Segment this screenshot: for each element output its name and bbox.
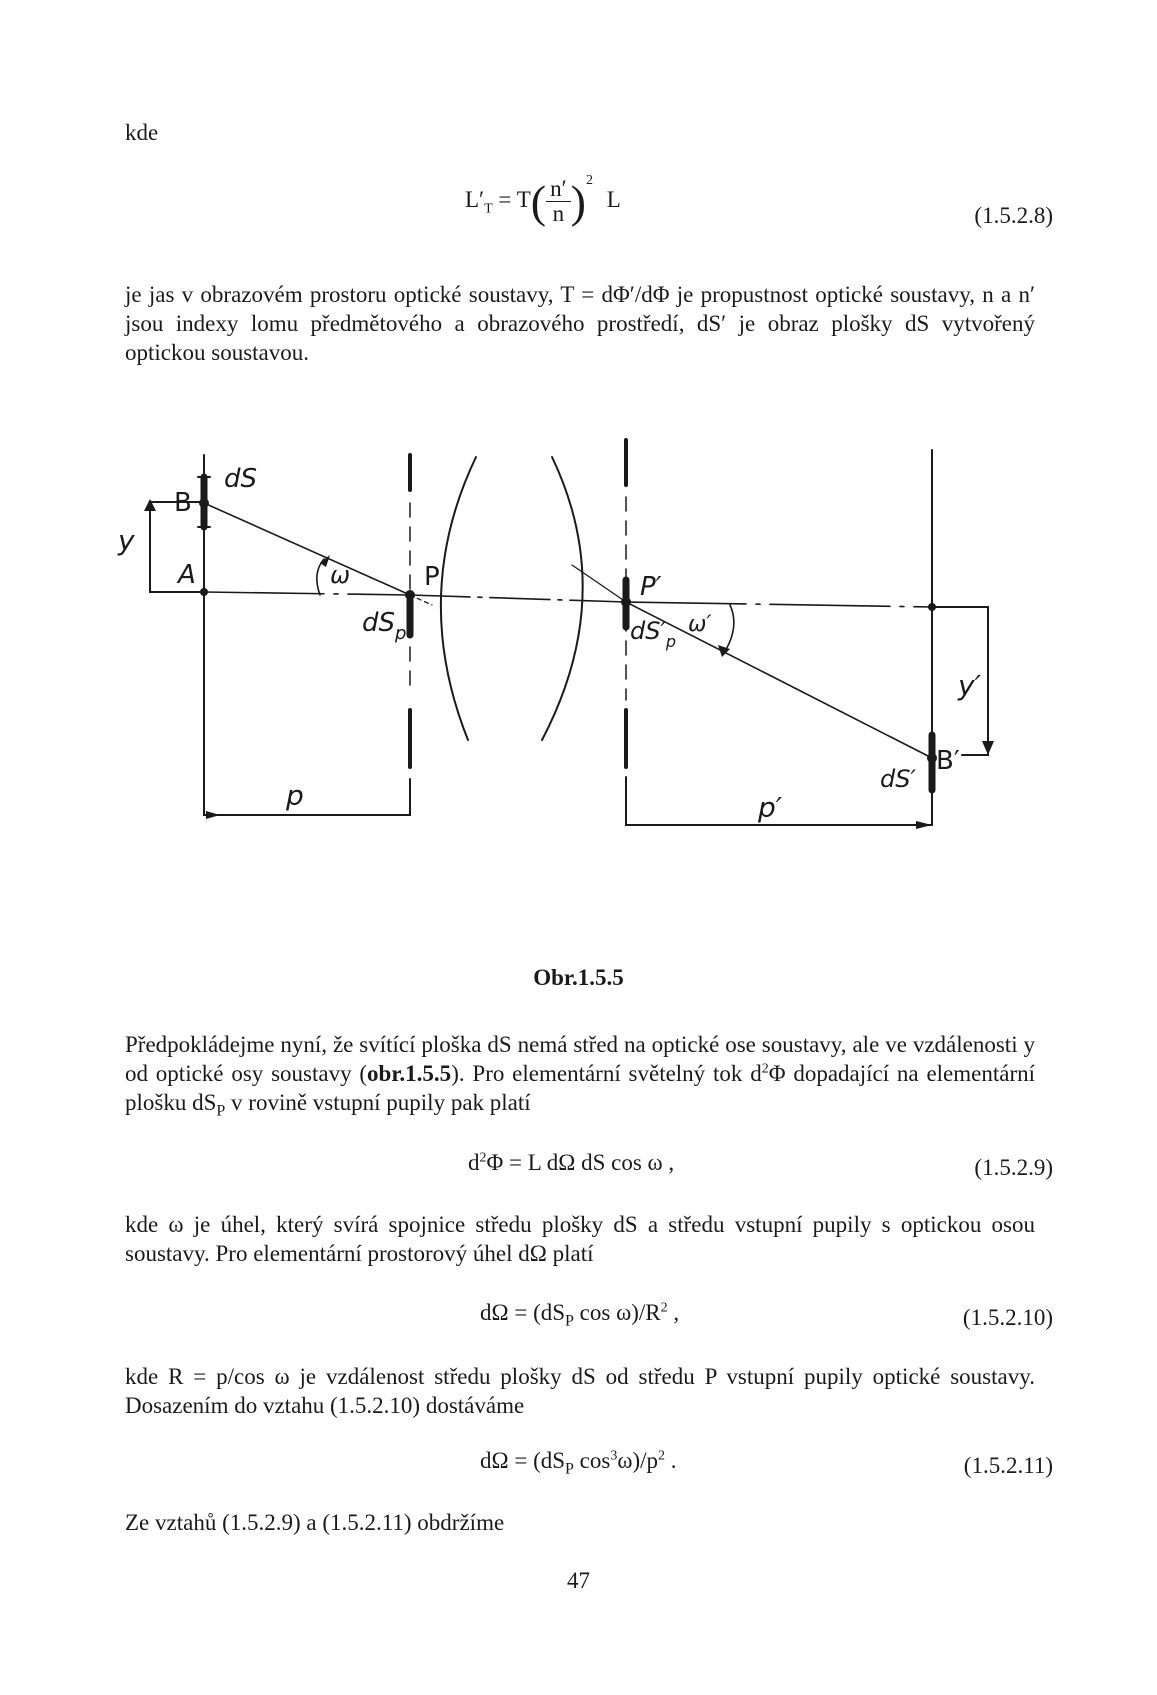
point-A bbox=[200, 588, 208, 596]
point-A-prime bbox=[928, 603, 936, 611]
equation-1-5-2-8 bbox=[465, 175, 621, 228]
label-p-prime: p′ bbox=[758, 791, 783, 824]
chief-ray-image-side bbox=[626, 602, 932, 758]
label-y-prime: y′ bbox=[958, 669, 981, 702]
label-omega-prime: ω′ bbox=[688, 612, 712, 637]
point-B bbox=[199, 498, 209, 508]
p-dimension bbox=[204, 775, 410, 815]
figure-reference: obr.1.5.5 bbox=[367, 1061, 452, 1086]
chief-ray-object-side bbox=[204, 503, 410, 595]
eq-rhs: L bbox=[606, 186, 621, 212]
paragraph-4: kde R = p/cos ω je vzdálenost středu plošky dS od středu P vstupní pupily optické soustavy. Dosazením do vztahu (1.5.2.10) dostáváme bbox=[125, 1364, 1035, 1418]
eq-fraction bbox=[546, 177, 571, 226]
eq-numerator: n′ bbox=[546, 177, 571, 202]
paragraph-3: kde ω je úhel, který svírá spojnice středu plošky dS a středu vstupní pupily s optickou osou soustavy. Pro elementární prostorový úhel dΩ platí bbox=[125, 1212, 1035, 1266]
eq-lhs-sub: T bbox=[484, 201, 493, 217]
equation-number-1-5-2-11: (1.5.2.11) bbox=[963, 1453, 1053, 1478]
label-B-prime: B′ bbox=[936, 746, 960, 776]
point-P bbox=[405, 590, 415, 600]
equation-number-1-5-2-8: (1.5.2.8) bbox=[974, 203, 1053, 228]
lens-left-surface bbox=[441, 457, 476, 740]
omega-prime-arc bbox=[724, 605, 734, 653]
paragraph-2: Předpokládejme nyní, že svítící ploška dS nemá střed na optické ose soustavy, ale ve vzdálenosti y od optické osy soustavy (obr.1.5.5). Pro elementární světelný tok $d^2\Phi$ dopadající na elementární plošku $dS_P$ v rovině vstupní pupily pak platí bbox=[125, 1032, 1036, 1120]
label-P-prime: P′ bbox=[640, 572, 662, 602]
equation-1-5-2-10: $d\Omega = (dS_P$ $\cos \omega)/R^2$ , bbox=[480, 1300, 680, 1330]
paragraph-5: Ze vztahů (1.5.2.9) a (1.5.2.11) obdržíme bbox=[125, 1510, 505, 1535]
label-dS-prime: dS′ bbox=[880, 765, 916, 793]
label-A: A bbox=[178, 560, 196, 590]
label-omega: ω bbox=[330, 561, 351, 589]
equation-number-1-5-2-10: (1.5.2.10) bbox=[962, 1305, 1053, 1330]
eq-equals: = T bbox=[498, 186, 531, 212]
eq-denominator: n bbox=[552, 201, 565, 226]
lens-right-surface bbox=[542, 457, 583, 740]
figure-caption: Obr.1.5.5 bbox=[533, 965, 624, 990]
optical-axis-image bbox=[626, 602, 932, 607]
label-dSp-prime: $dS'_p$ bbox=[630, 617, 677, 651]
page-number: 47 bbox=[567, 1568, 590, 1593]
paragraph-1: je jas v obrazovém prostoru optické soustavy, T = dΦ′/dΦ je propustnost optické soustavy, n a n′ jsou indexy lomu předmětového a obrazového prostředí, dS′ je obraz plošky dS vytvořený optickou soustavou. bbox=[125, 282, 1035, 365]
optical-axis-middle bbox=[410, 595, 626, 602]
eq-lhs: L′ bbox=[465, 186, 485, 212]
label-y: y bbox=[118, 524, 135, 557]
label-p: p bbox=[286, 779, 304, 812]
label-B: B bbox=[174, 488, 192, 518]
right-paren: ) bbox=[570, 176, 586, 227]
eq-exponent: 2 bbox=[585, 173, 593, 189]
optical-axis-object bbox=[204, 592, 410, 595]
optical-system-diagram bbox=[118, 455, 1020, 855]
intro-text: kde bbox=[125, 120, 159, 145]
left-paren: ( bbox=[530, 176, 547, 227]
equation-number-1-5-2-9: (1.5.2.9) bbox=[974, 1155, 1053, 1180]
label-P: P bbox=[424, 562, 440, 592]
point-P-prime bbox=[621, 597, 631, 607]
label-dS: dS bbox=[224, 464, 258, 494]
equation-1-5-2-11: $d\Omega = (dS_P$ $\cos^3\omega)/p^2$ . bbox=[480, 1448, 677, 1478]
label-dSp: $dS_p$ bbox=[362, 608, 407, 644]
y-arrow-head bbox=[144, 499, 156, 511]
equation-1-5-2-9: $d^2\Phi = L$ dΩ dS cos ω , bbox=[468, 1150, 675, 1175]
